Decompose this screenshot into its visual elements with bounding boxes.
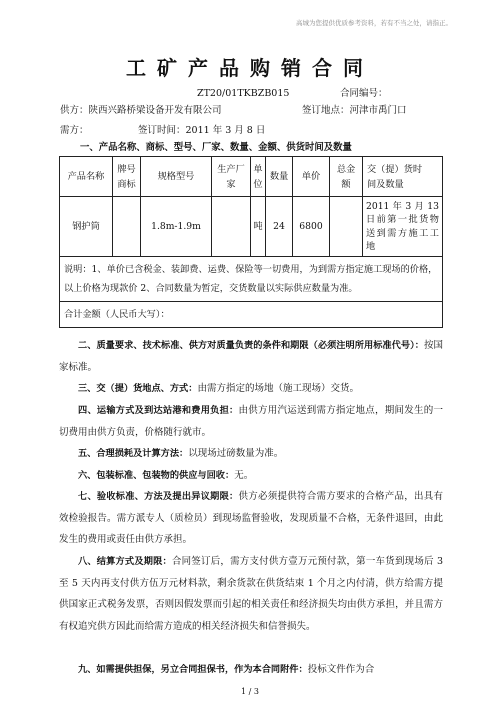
document-title: 工矿产品购销合同 [126, 56, 374, 80]
clause-9-text: 投标文件作为合 [307, 664, 375, 675]
total-amount-label: 合计金额（人民币大写）： [60, 302, 443, 328]
sign-time: 签订时间：2011 年 3 月 8 日 [138, 125, 266, 136]
contract-no-label: 合同编号： [340, 88, 388, 99]
clause-6-title: 六、包装标准、包装物的供应与回收： [78, 470, 235, 481]
clause-2-title: 二、质量要求、技术标准、供方对质量负责的条件和期限（必须注明所用标准代号）： [78, 340, 424, 351]
header-qty: 数量 [266, 157, 293, 197]
clause-9-title: 九、如需提供担保，另立合同担保书，作为本合同附件： [78, 664, 308, 675]
contract-code: ZT20/01TKBZB015 [197, 88, 290, 99]
sign-place: 签订地点：河津市禹门口 [302, 105, 407, 116]
clause-9 [59, 659, 443, 681]
clause-2 [59, 335, 443, 378]
clause-8-title: 八、结算方式及期限： [78, 556, 172, 567]
supplier: 供方：陕西兴路桥梁设备开发有限公司 [60, 105, 222, 116]
clause-8 [59, 551, 443, 637]
header-maker: 生产厂 家 [212, 157, 251, 197]
table-note: 说明：1、单价已含税金、装卸费、运费、保险等一切费用，为到需方指定施工现场的价格，以上价格为现款价 2、合同数量为暂定，交货数量以实际供应数量为准。 [60, 257, 443, 302]
clause-4 [59, 400, 443, 443]
clause-7 [59, 486, 443, 551]
cell-brand [113, 197, 141, 257]
cell-maker [212, 197, 251, 257]
clause-3-title: 三、交（提）货地点、方式： [78, 383, 198, 394]
cell-total [330, 197, 363, 257]
cell-product-name: 钢护筒 [60, 197, 113, 257]
clause-3-text: 由需方指定的场地（施工现场）交货。 [197, 383, 359, 394]
cell-unit: 吨 [251, 197, 266, 257]
cell-delivery: 2011 年 3 月 13 日前第一批货物送到需方施工工地 [363, 197, 443, 257]
clause-7-text: 供方必须提供符合需方要求的合格产品，出具有效检验报告。需方派专人（质检员）到现场监督验收，发现质量不合格，无条件退回，由此发生的费用或责任由供方承担。 [59, 491, 443, 545]
clause-5-text: 以现场过磅数量为准。 [188, 448, 284, 459]
header-product-name: 产品名称 [60, 157, 113, 197]
cell-price: 6800 [293, 197, 330, 257]
clause-5 [59, 443, 443, 465]
clause-4-title: 四、运输方式及到达站港和费用负担： [78, 405, 239, 416]
header-note: 高城为您提供优质参考资料，若有不当之处，请指正。 [296, 19, 452, 27]
header-model: 规格型号 [141, 157, 212, 197]
buyer-label: 需方： [60, 125, 89, 136]
clause-3 [59, 378, 443, 400]
clause-7-title: 七、验收标准、方法及提出异议期限： [78, 491, 239, 502]
product-table [59, 156, 442, 328]
clause-2-text: 按国家标准。 [59, 340, 443, 373]
section-1-heading: 一、产品名称、商标、型号、厂家、数量、金额、供货时间及数量 [80, 142, 352, 153]
cell-qty: 24 [266, 197, 293, 257]
cell-model: 1.8m-1.9m [141, 197, 212, 257]
header-brand: 牌号 商标 [113, 157, 141, 197]
header-unit: 单 位 [251, 157, 266, 197]
clause-4-text: 由供方用汽运送到需方指定地点，期间发生的一切费用由供方负责，价格随行就市。 [59, 405, 443, 438]
header-delivery: 交（提）货时 间及数量 [363, 157, 443, 197]
clause-5-title: 五、合理损耗及计算方法： [78, 448, 189, 459]
header-total: 总金 额 [330, 157, 363, 197]
clause-6-text: 无。 [234, 470, 254, 481]
table-row [60, 197, 443, 257]
clause-8-text: 合同签订后，需方支付供方壹万元预付款，第一车货到现场后 3 至 5 天内再支付供方伍万元材料款，剩余货款在供货结束 1 个月之内付清，供方给需方提供国家正式税务发票，否则因假发票而引起的相关责任和经济损失均由供方承担，并且需方有权追究供方因此而给需方造成的相关经济损失和信誉损失。 [59, 556, 444, 632]
clause-6 [59, 465, 443, 487]
header-price: 单价 [293, 157, 330, 197]
page-number: 1 / 3 [241, 687, 259, 696]
